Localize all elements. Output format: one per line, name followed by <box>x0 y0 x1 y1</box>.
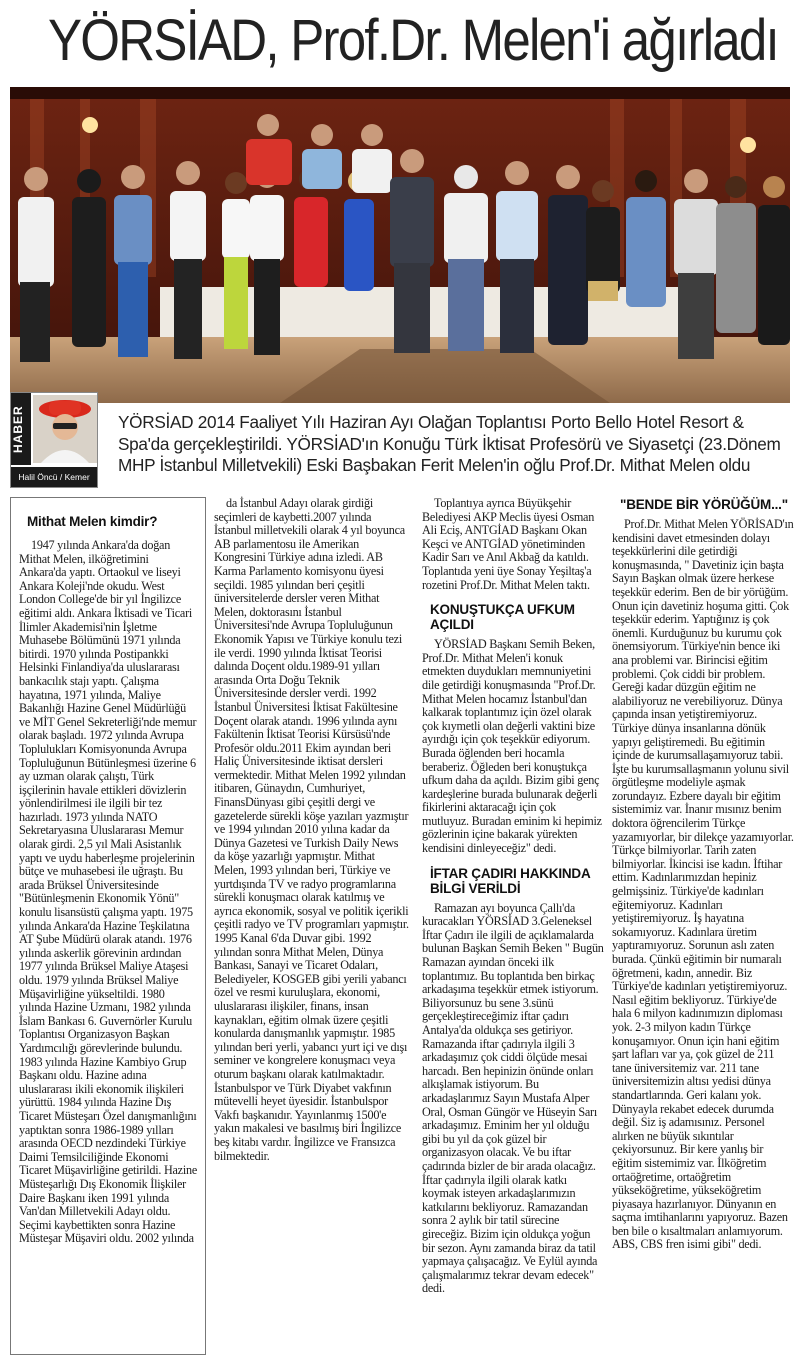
section-heading-yoruk: "BENDE BİR YÖRÜĞÜM..." <box>620 497 788 512</box>
section-heading-ufkum: KONUŞTUKÇA UFKUM AÇILDI <box>430 602 575 633</box>
group-photo <box>10 87 790 403</box>
lede-paragraph: YÖRSİAD 2014 Faaliyet Yılı Haziran Ayı Olağan Toplantısı Porto Bello Hotel Resort & Spa'da gerçekleştirildi. YÖRSİAD'ın Konuğu Türk İktisat Profesörü ve Siyasetçi (23.Dönem MHP İstanbul Milletvekili) Eski Başbakan Ferit Melen'in oğlu Prof.Dr. Mithat Melen oldu <box>118 412 781 475</box>
headline: YÖRSİAD, Prof.Dr. Melen'i ağırladı <box>48 8 778 73</box>
column-heading: Mithat Melen kimdir? <box>27 514 158 529</box>
section-heading-iftar: İFTAR ÇADIRI HAKKINDA BİLGİ VERİLDİ <box>430 865 591 896</box>
speech-text: YÖRSİAD Başkanı Semih Beken, Prof.Dr. Mithat Melen'i konuk etmekten duydukları memnuniyetini dile getirdiği konuşmasında "Prof.Dr. Mithat Melen hocamız İstanbul'dan kalkarak toplantımız için özel olarak çok kıymetli olan değerli vaktini bize ayırdığı için çok teşekkür ediyorum. Burada öğlenden beri hocamla beraberiz. Öğleden beri konuştukça ufkum daha da açıldı. Bizim gibi genç kardeşlerine burada bulunarak değerli fikirlerini aktaracağı için çok mutluyuz. Buradan eminim ki hepimiz gözlerinin içine bakarak yürekten kendisini dinleyeceğiz" dedi. <box>422 637 602 856</box>
iftar-text: Ramazan ayı boyunca Çallı'da kuracakları YÖRSİAD 3.Geleneksel İftar Çadırı ile ilgili de açıklamalarda bulunan Başkan Semih Beken " Bugün Ramazan ayından önceki ilk toplantımız. Bu toplantıda ben birkaç arkadaşıma teşekkür etmek istiyorum. Biliyorsunuz bu sene 3.sünü gerçekleştireceğimiz iftar çadırı Antalya'da oldukça ses getiriyor. Ramazanda iftar çadırıyla ilgili 3 arkadaşımız çok ciddi ölçüde mesai harcadı. Ben hepinizin önünde onları alkışlamak istiyorum. Bu arkadaşlarımız Sayın Mustafa Alper Oral, Osman Güngör ve Hüseyin Sarı arkadaşımız. Eminim her yıl olduğu gibi bu yıl da çok güzel bir organizasyon olacak. Ve bu iftar çadırında bizler de bir arada olacağız. İftar çadırıyla ilgili olarak katkı koymak isteyen arkadaşlarımızın katkılarını bekliyoruz. Ramazandan sonra 2 aylık bir tatil sürecine gireceğiz. Bizim için oldukça yoğun bir sezon. Aynı zamanda biraz da tatil yapmaya çalışacağız. Ve Eylül ayında çalışmalarımız tekrar devam edecek" dedi. <box>422 900 604 1296</box>
biography-continued-text: da İstanbul Adayı olarak girdiği seçimleri de kaybetti.2007 yılında İstanbul milletvekili olarak 4 yıl boyunca AB parlamentosu ile Amerikan Kongresini Türkiye adına izledi. AB Karma Parlamento komisyonu üyesi seçildi. 1985 yılından beri çeşitli üniversitelerde dersler veren Mithat Melen, doktorasını İstanbul Üniversitesi'nde Avrupa Topluluğunun Ekonomik Yapısı ve Türkiye konulu tezi ile verdi. 1990 yılında İktisat Teorisi dalında Doçent oldu.1989-91 yılları arasında Orta Doğu Teknik Üniversitesinde dersler verdi. 1992 İstanbul Üniversitesi İktisat Fakültesine Doçent olarak atandı. 1996 yılında aynı Fakültenin İktisat Teorisi Kürsüsü'nde Profesör oldu.2011 Ekim ayından beri Haliç Üniversitesinde iktisat dersleri vermektedir. Mithat Melen 1992 yılından itibaren, Günaydın, Cumhuriyet, FinansDünyası gibi çeşitli dergi ve gazetelerde sürekli köşe yazıları yazmıştır ve 1994 yılından 2010 yılına kadar da Dünya Gazetesi ve Turkish Daily News da köşe yazarlığı yapmıştır. Mithat Melen, 1993 yılından beri, Türkiye ve yurtdışında TV ve radyo programlarına sürekli konuşmacı olarak katılmış ve ayrıca ekonomik, sosyal ve politik içerikli çeşitli radyo ve TV programları yapmıştır. 1995 Kanal 6'da Duvar gibi. 1992 yılından sonra Mithat Melen, Dünya Bankası, Sanayi ve Ticaret Odaları, Belediyeler, KOSGEB gibi yerili yabancı özel ve resmi kuruluşlara, ekonomi, uluslararası ilişkiler, finans, insan kaynakları, eğitim olmak üzere çeşitli konularda danışmanlık yapmıştır. 1985 yılından beri yerli, yabancı yurt içi ve dışı seminer ve kongrelere konuşmacı veya oturum başkanı olarak katılmaktadır. İstanbulspor ve Türk Diyabet vakfının mütevelli heyet üyesidir. İstanbulspor Vakfı başkanıdır. Yayınlanmış 1500'e yakın makalesi ve basılmış biri İngilizce beş kitabı vardır. İngilizce ve Fransızca bilmektedir. <box>214 496 409 1163</box>
article-column-2 <box>214 497 410 1167</box>
biography-text: 1947 yılında Ankara'da doğan Mithat Melen, ilköğretimini Ankara'da yaptı. Ortaokul ve liseyi Ankara Koleji'nde okudu. West London College'de bir yıl İngilizce eğitimi aldı. Ankara İktisadi ve Ticari İlimler Akademisi'nin İşletme Muhasebe Bölümünü 1971 yılında bitirdi. 1970 yılında Postipankki Helsinki Finlandiya'da uluslararası bankacılık stajı yaptı. Çalışma hayatına, 1971 yılında, Maliye Bakanlığı Hazine Genel Müdürlüğü ve MİT Genel Sekreterliği'nde memur olarak başladı. 1972 yılında Avrupa Toplulukları Komisyonunda Avrupa Topluluğunun Bütünleşmesi üzerine 6 ay uzman olarak çalıştı, Türk işçilerinin havale ettikleri dövizlerin yönlendirilmesi ile ilgili bir tez hazırladı. 1973 yılında NATO Sekretaryasına Uluslararası Memur olarak girdi. 2,5 yıl Mali Asistanlık yaptı ve uydu haberleşme projelerinin bütçe ve muhasebesi ile uğraştı. Bu arada Brüksel Üniversitesinde "Bütünleşmenin Ekonomik Yönü" konulu lisansüstü çalışma yaptı. 1975 yılında Ankara'da Hazine Teşkilatına AT Şube Müdürü olarak atandı. 1976 yılında askerlik görevinin ardından 1977 yılında Brüksel Maliye Ataşesi oldu. 1979 yılında Brüksel Maliye Müşavirliğine yükseltildi. 1980 yılında Hazine Uzmanı, 1982 yılında İslam Bankası 6. Guvernörler Kurulu Toplantısı Organizasyon Başkan Yardımcılığı görevlerinde bulundu. 1983 yılında Hazine Kambiyo Grup Başkanı oldu. Hazine adına uluslararası ikili ekonomik ilişkileri yürüttü. 1984 yılında Hazine Dış Ticaret Müsteşarı Özel danışmanlığını yaptıktan sonra 1986-1989 yılları arasında OECD nezdindeki Türkiye Daimi Temsilciliğinde Ekonomi Ticaret Müşavirliğine getirildi. Hazine Müsteşarlığı Dış Ekonomik İlişkiler Daire Başkanı iken 1991 yılında Van'dan Milletvekili Adayı oldu. Seçimi kaybettikten sonra Hazine Müsteşar Müşaviri oldu. 2002 yılında <box>19 538 197 1246</box>
byline-box <box>10 392 98 488</box>
article-column-4 <box>612 497 794 1256</box>
melen-speech-text: Prof.Dr. Mithat Melen YÖRİSAD'ın kendisini davet etmesinden dolayı teşekkürlerini dile getirdiği konuşmasında, " Davetiniz için başta Sayın Başkan olmak üzere herkese teşekkür ederim. Ben de bir yörüğüm. Onun için davetiniz hoşuma gitti. Çok teşekkür ederim. Yaptığınız iş çok önemli. Kurduğunuz bu kurumu çok önemsiyorum. Türkiye'nin bence iki ana problemi var. Birincisi eğitim problemi. Çok ciddi bir problem. Gereği kadar düzgün eğitim ne alabiliyoruz ne verebiliyoruz. Dünya çapında insan yetiştiremiyoruz. Türkiye dünya insanlarına dönük yapıyı geliştiremedi. Bu eğitimin içinde de kurumsallaşamıyoruz tabii. İşte bu kurumsallaşmanın yolunu sivil örgütleşme modeliyle aşmak zorundayız. Ezbere dayalı bir eğitim sistemimiz var. İnanır mısınız benim doktora öğrencilerim Türkçe yazamıyorlar, bir dilekçe yazamıyorlar. Türkçe bilmiyorlar. Tarih zaten bilmiyorlar. İkincisi ise kadın. İftihar ettim. Kadınlarımızdan hepiniz gelmişsiniz. Türkiye'de kadınları eğitemiyoruz. Kadınları yetiştiremiyoruz. İş hayatına sokamıyoruz. Kadınlara üretim yaptıramıyoruz. Sorunun aslı zaten burada. Çünkü eğitimin bir numaralı öğretmeni, kadın, annedir. Biz Türkiye'de kadınları yetiştiremiyoruz. Nasıl eğitim bekliyoruz. Türkiye'de hala 6 milyon kadınımızın diploması yok. 2-3 milyon kadın Türkçe konuşamıyor. Onun için hani eğitim şart lafları var ya, çok güzel de 211 tane üniversitemiz var. 211 tane üniversitemizin altısı yedisi dünya standartlarında. Geri kalanı yok. Dünyayla rekabet edecek durumda değil. Siz iş adamısınız. Personel alırken ne büyük sıkıntılar çekiyorsunuz. Bir kere yanlış bir eğitim sistemimiz var. İlköğretim ortaöğretime, ortaöğretim yükseköğretime, yükseköğretim piyasaya hazırlanıyor. Dünyanın en saçma imtihanlarını yapıyoruz. Bazen ben bile o kısaltmaları anlamıyorum. ABS, CBS fren isimi gibi" dedi. <box>612 517 794 1252</box>
section-label: HABER <box>11 393 31 465</box>
article-column-3 <box>422 497 604 1300</box>
article-column-1 <box>10 497 206 1355</box>
intro-text: Toplantıya ayrıca Büyükşehir Belediyesi AKP Meclis üyesi Osman Ali Eciş, ANTGİAD Başkanı Okan Keşci ve ANTGİAD yönetiminden Kadir Sarı ve Anıl Akbağ da katıldı. Toplantıda yeni üye Sonay Yeşiltaş'a rozetini Prof.Dr. Mithat Melen taktı. <box>422 496 595 592</box>
author-portrait <box>33 395 97 463</box>
author-name: Halil Öncü / Kemer <box>11 467 97 487</box>
